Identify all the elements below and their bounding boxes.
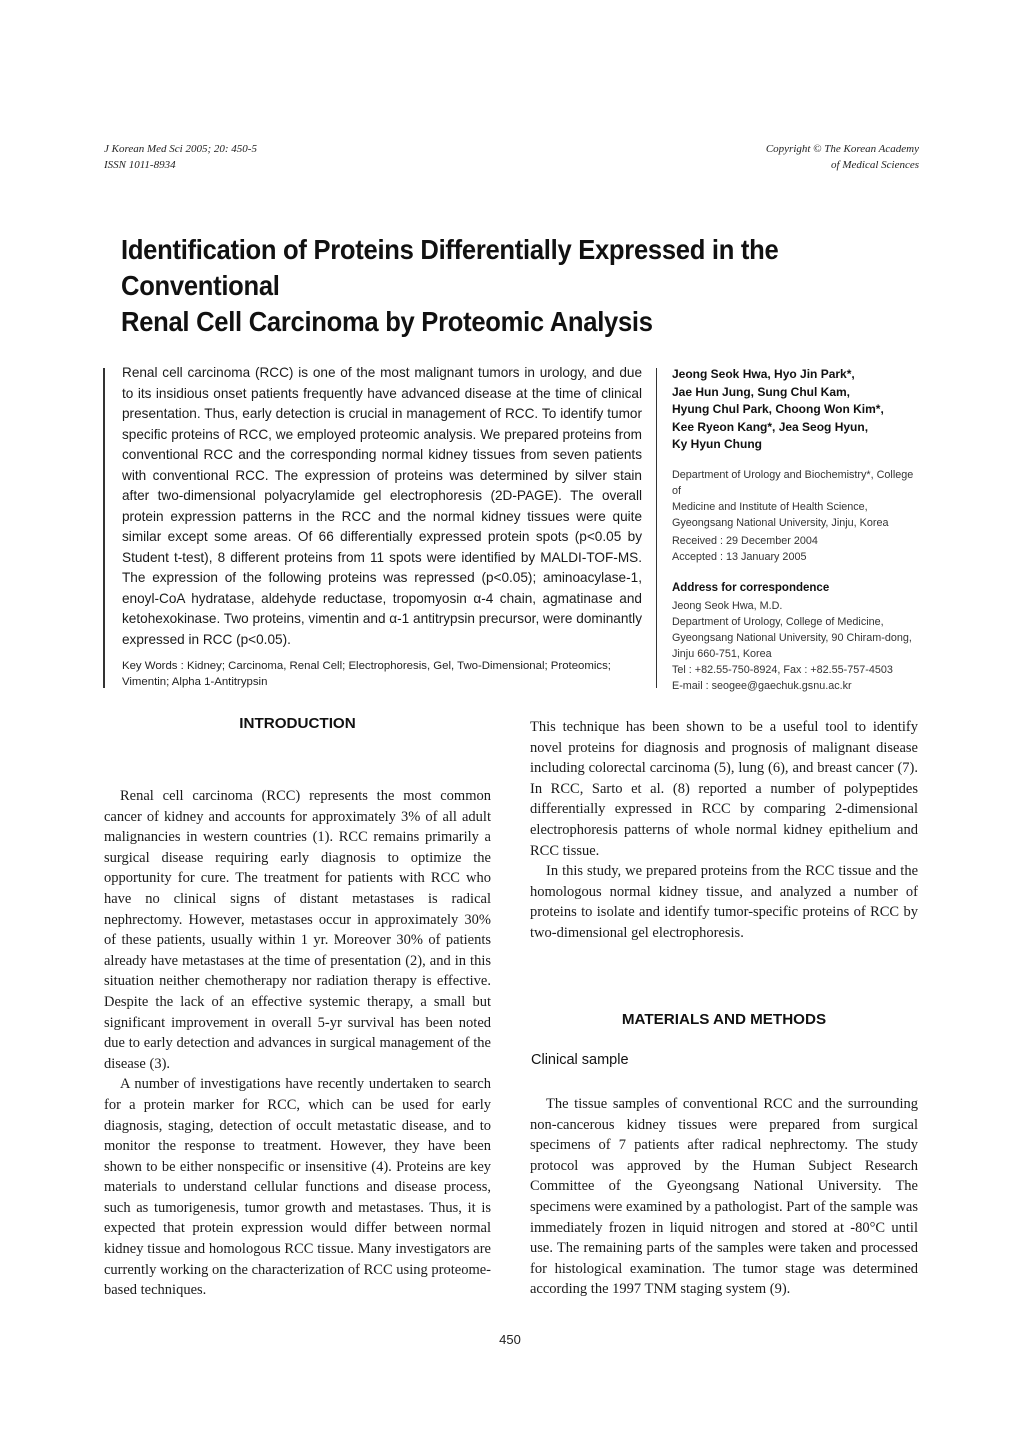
abstract-divider (656, 368, 657, 688)
abstract (122, 363, 642, 650)
correspondence-line: Tel : +82.55-750-8924, Fax : +82.55-757-4503 (672, 664, 893, 676)
keywords (122, 658, 642, 690)
correspondence-line: Jeong Seok Hwa, M.D. (672, 600, 783, 612)
methods-heading: MATERIALS AND METHODS (621, 1011, 827, 1028)
methods-column (530, 1094, 918, 1300)
affiliation-line: Gyeongsang National University, Jinju, Korea (672, 517, 889, 529)
correspondence-line: Gyeongsang National University, 90 Chiram-dong, (672, 632, 912, 644)
journal-citation (104, 141, 257, 173)
author-line: Jae Hun Jung, Sung Chul Kam, (672, 384, 851, 399)
correspondence-line: Jinju 660-751, Korea (672, 648, 772, 660)
abstract-left-rule (103, 368, 105, 688)
issn-line: ISSN 1011-8934 (104, 159, 176, 171)
keywords-label: Key Words : (122, 660, 187, 672)
copyright-line: of Medical Sciences (831, 159, 919, 171)
received-date: Received : 29 December 2004 (672, 535, 818, 547)
author-list (672, 366, 922, 454)
methods-subheading: Clinical sample (531, 1052, 629, 1068)
article-title (121, 232, 865, 340)
copyright-notice (766, 141, 919, 173)
affiliation-line: Medicine and Institute of Health Science, (672, 501, 868, 513)
correspondence-heading: Address for correspondence (672, 582, 830, 594)
author-line: Jeong Seok Hwa, Hyo Jin Park*, (672, 367, 855, 381)
introduction-heading: INTRODUCTION (239, 715, 356, 732)
journal-citation-line: J Korean Med Sci 2005; 20: 450-5 (104, 143, 257, 155)
introduction-column-left (104, 786, 491, 1301)
accepted-date: Accepted : 13 January 2005 (672, 551, 807, 563)
paragraph: Renal cell carcinoma (RCC) represents the most common cancer of kidney and accounts for approximately 3% of all adult malignancies in western countries (1). RCC remains primarily a surgical disease requiring early diagnosis to optimize the opportunity for cure. The treatment for patients with RCC who have no clinical signs of distant metastases is radical nephrectomy. However, metastases occur in approximately 30% of these patients, usually within 1 yr. Moreover 30% of patients already have metastases at the time of presentation (2), and in this situation neither chemotherapy nor radiation therapy is effective. Despite the lack of an effective systemic therapy, a small but significant improvement in overall 5-yr survival has been noted due to early detection and advances in surgical management of the disease (3). (104, 788, 491, 1072)
article-title-line: Identification of Proteins Differentially Expressed in the Conventional (121, 234, 779, 301)
paragraph: This technique has been shown to be a useful tool to identify novel proteins for diagnosis and prognosis of malignant disease including colorectal carcinoma (5), lung (6), and breast cancer (7). In RCC, Sarto et al. (8) reported a number of polypeptides differentially expressed in RCC by comparing 2-dimensional electrophoresis patterns of whole normal kidney epithelium and RCC tissue. (530, 719, 918, 859)
keywords-list: Kidney; Carcinoma, Renal Cell; Electrophoresis, Gel, Two-Dimensional; Proteomics; Vimentin; Alpha 1-Antitrypsin (122, 660, 611, 688)
article-title-line: Renal Cell Carcinoma by Proteomic Analysis (121, 306, 653, 337)
page-number: 450 (499, 1332, 521, 1347)
copyright-line: Copyright © The Korean Academy (765, 143, 919, 155)
author-line: Kee Ryeon Kang*, Jea Seog Hyun, (672, 419, 869, 434)
author-line: Hyung Chul Park, Choong Won Kim*, (672, 402, 884, 416)
author-line: Ky Hyun Chung (672, 437, 762, 451)
affiliation (672, 467, 922, 531)
abstract-text: Renal cell carcinoma (RCC) is one of the most malignant tumors in urology, and due to its insidious onset patients frequently have advanced disease at the time of clinical presentation. Thus, early detection is crucial in management of RCC. To identify tumor specific proteins of RCC, we employed proteomic analysis. We prepared proteins from conventional RCC and the corresponding normal kidney tissues from seven patients with conventional RCC. The expression of proteins was determined by silver stain after two-dimensional polyacrylamide gel electrophoresis (2D-PAGE). The overall protein expression patterns in the RCC and the normal kidney tissues were quite similar except some areas. Of 66 differentially expressed protein spots (p<0.05 by Student t-test), 8 different proteins from 11 spots were identified by MALDI-TOF-MS. The expression of the following proteins was repressed (p<0.05); aminoacylase-1, enoyl-CoA hydratase, aldehyde reductase, tropomyosin α-4 chain, agmatinase and ketohexokinase. Two proteins, vimentin and α-1 antitrypsin precursor, were dominantly expressed in RCC (p<0.05). (122, 365, 642, 647)
paragraph: In this study, we prepared proteins from the RCC tissue and the homologous normal kidney tissue, and analyzed a number of proteins to isolate and identify tumor-specific proteins of RCC by two-dimensional gel electrophoresis. (530, 863, 918, 941)
paragraph: A number of investigations have recently undertaken to search for a protein marker for RCC, which can be used for early diagnosis, staging, detection of occult metastatic disease, and to monitor the response to treatment. However, they have been shown to be either nonspecific or insensitive (4). Proteins are key materials to understand cellular functions and disease process, such as tumorigenesis, tumor growth and metastases. Thus, it is expected that protein expression would differ between normal kidney tissue and homologous RCC tissue. Many investigators are currently working on the characterization of RCC using proteome-based techniques. (104, 1076, 491, 1299)
correspondence-email: E-mail : seogee@gaechuk.gsnu.ac.kr (672, 680, 852, 692)
correspondence-line: Department of Urology, College of Medicine, (672, 616, 884, 628)
correspondence (672, 598, 922, 694)
dates (672, 533, 922, 565)
introduction-column-right (530, 717, 918, 944)
affiliation-line: Department of Urology and Biochemistry*, College of (672, 469, 914, 497)
paragraph: The tissue samples of conventional RCC and the surrounding non-cancerous kidney tissues were prepared from surgical specimens of 7 patients after radical nephrectomy. The study protocol was approved by the Human Subject Research Committee of the Gyeongsang National University. The specimens were examined by a pathologist. Part of the sample was immediately frozen in liquid nitrogen and stored at -80°C until use. The remaining parts of the samples were taken and processed for histological examination. The tumor stage was determined according the 1997 TNM staging system (9). (530, 1096, 918, 1298)
